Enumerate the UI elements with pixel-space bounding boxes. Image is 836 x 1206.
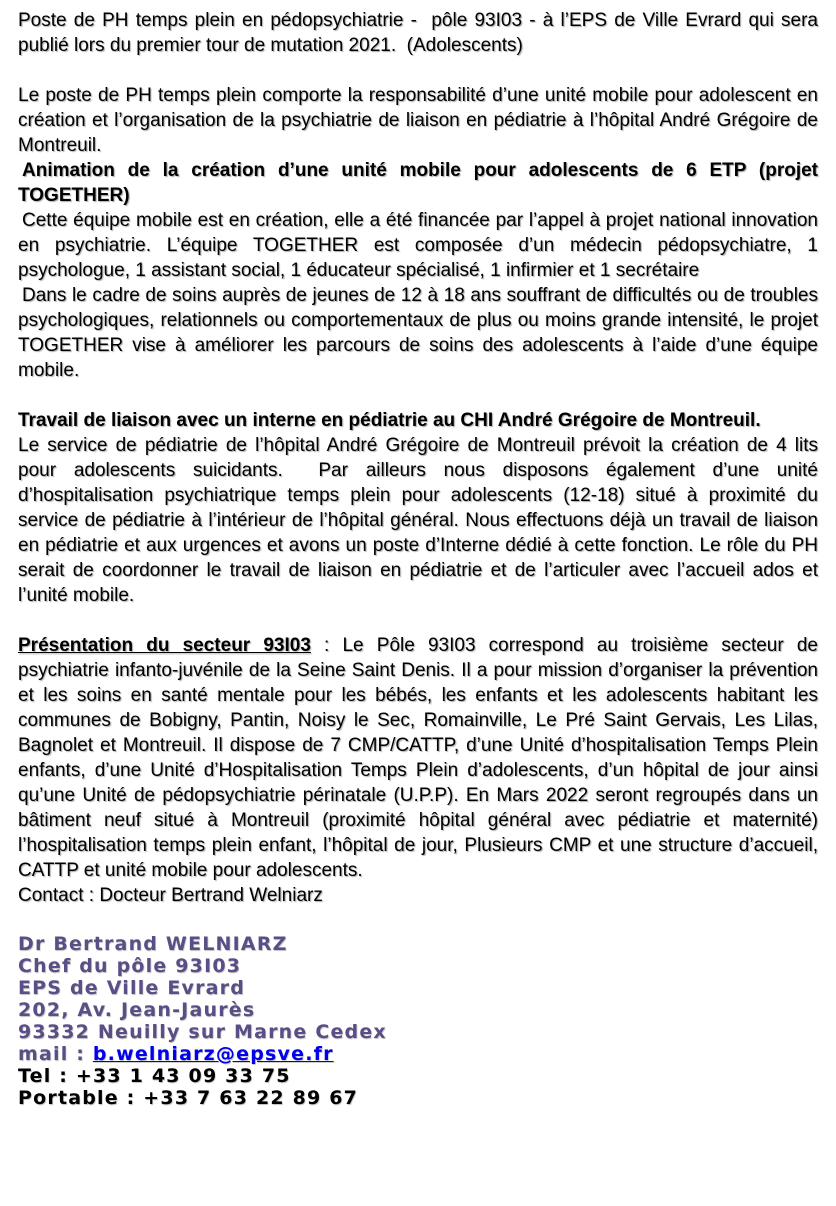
heading-unite-mobile: Animation de la création d’une unité mobile pour adolescents de 6 ETP (projet TOGETHER)	[18, 160, 818, 206]
blank-line	[18, 608, 818, 633]
signature-mobile: Portable : +33 7 63 22 89 67	[18, 1087, 359, 1109]
signature-address-city: 93332 Neuilly sur Marne Cedex	[18, 1021, 387, 1043]
signature-address-street: 202, Av. Jean-Jaurès	[18, 999, 256, 1021]
document-title: Poste de PH temps plein en pédopsychiatrie - pôle 93I03 - à l’EPS de Ville Evrard qui sera publié lors du premier tour de mutation 2021. (Adolescents)	[18, 10, 818, 56]
paragraph-equipe: Cette équipe mobile est en création, elle a été financée par l’appel à projet national innovation en psychiatrie. L’équipe TOGETHER est composée d’un médecin pédopsychiatre, 1 psychologue, 1 assistant social, 1 éducateur spécialisé, 1 infirmier et 1 secrétaire	[18, 210, 818, 281]
signature-name: Dr Bertrand WELNIARZ	[18, 933, 288, 955]
paragraph-service: Le service de pédiatrie de l’hôpital André Grégoire de Montreuil prévoit la création de 4 lits pour adolescents suicidants. Par ailleurs nous disposons également d’une unité d’hospitalisation psychiatrique temps plein pour adolescents (12-18) situé à proximité du service de pédiatrie à l’intérieur de l’hôpital général. Nous effectuons déjà un travail de liaison en pédiatrie et aux urgences et avons un poste d’Interne dédié à cette fonction. Le rôle du PH serait de coordonner le travail de liaison en pédiatrie et de l’articuler avec l’accueil ados et l’unité mobile.	[18, 435, 818, 606]
paragraph-cadre: Dans le cadre de soins auprès de jeunes de 12 à 18 ans souffrant de difficultés ou de troubles psychologiques, relationnels ou comportementaux de plus ou moins grande intensité, le projet TOGETHER vise à améliorer les parcours de soins des adolescents à l’aide d’une équipe mobile.	[18, 285, 818, 381]
heading-liaison: Travail de liaison avec un interne en pédiatrie au CHI André Grégoire de Montreuil.	[18, 410, 761, 431]
mail-link[interactable]: b.welniarz@epsve.fr	[92, 1043, 334, 1065]
blank-line	[18, 58, 818, 83]
paragraph-presentation	[18, 633, 818, 883]
signature-mail-line	[18, 1043, 818, 1065]
signature-block	[18, 933, 818, 1109]
signature-role: Chef du pôle 93I03	[18, 955, 242, 977]
contact-line: Contact : Docteur Bertrand Welniarz	[18, 885, 323, 906]
presentation-lead: Présentation du secteur 93I03	[18, 635, 311, 656]
mail-label: mail :	[18, 1043, 93, 1065]
paragraph-intro: Le poste de PH temps plein comporte la responsabilité d’une unité mobile pour adolescent en création et l’organisation de la psychiatrie de liaison en pédiatrie à l’hôpital André Grégoire de Montreuil.	[18, 85, 818, 156]
blank-line	[18, 383, 818, 408]
signature-org: EPS de Ville Evrard	[18, 977, 246, 999]
presentation-body: : Le Pôle 93I03 correspond au troisième secteur de psychiatrie infanto-juvénile de la Seine Saint Denis. Il a pour mission d’organiser la prévention et les soins en santé mentale pour les bébés, les enfants et les adolescents habitant les communes de Bobigny, Pantin, Noisy le Sec, Romainville, Le Pré Saint Gervais, Les Lilas, Bagnolet et Montreuil. Il dispose de 7 CMP/CATTP, d’une Unité d’hospitalisation Temps Plein enfants, d’une Unité d’Hospitalisation Temps Plein d’adolescents, d’un hôpital de jour ainsi qu’une Unité de pédopsychiatrie périnatale (U.P.P). En Mars 2022 seront regroupés dans un bâtiment neuf situé à Montreuil (proximité hôpital général avec pédiatrie et maternité) l’hospitalisation temps plein enfant, l’hôpital de jour, Plusieurs CMP et une structure d’accueil, CATTP et unité mobile pour adolescents.	[18, 635, 818, 881]
signature-tel: Tel : +33 1 43 09 33 75	[18, 1065, 291, 1087]
